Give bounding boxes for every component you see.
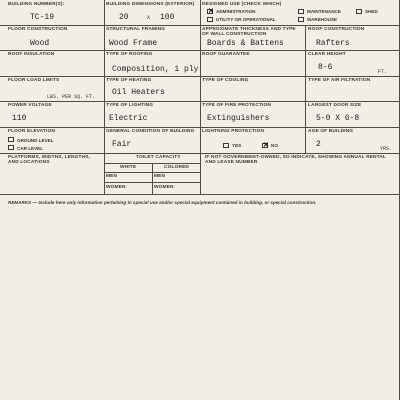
building-dimensions-length[interactable]: 100 [160, 13, 175, 22]
building-numbers-label: BUILDING NUMBER(S): [8, 2, 65, 7]
toilet-white-header: WHITE [120, 165, 137, 170]
maintenance-checkbox[interactable] [298, 9, 304, 14]
power-voltage-value[interactable]: 110 [12, 114, 27, 123]
type-of-heating-value[interactable]: Oil Heaters [112, 88, 165, 97]
clear-height-unit: FT. [378, 69, 388, 75]
lightning-yes-option: YES [232, 143, 242, 148]
general-condition-value[interactable]: Fair [112, 140, 132, 149]
lightning-no-checkbox[interactable] [262, 143, 268, 148]
rule [0, 194, 400, 195]
rule [200, 0, 201, 194]
type-of-lighting-label: TYPE OF LIGHTING [106, 103, 154, 108]
floor-construction-label: FLOOR CONSTRUCTION [8, 27, 68, 32]
roof-construction-label: ROOF CONSTRUCTION [308, 27, 365, 32]
air-filtration-label: TYPE OF AIR FILTRATION [308, 78, 371, 83]
power-voltage-label: POWER VOLTAGE [8, 103, 52, 108]
floor-load-limits-unit: LBS. PER SQ. FT. [47, 94, 96, 100]
floor-load-limits-label: FLOOR LOAD LIMITS [8, 78, 60, 83]
building-dimensions-x: X [147, 15, 151, 21]
type-of-heating-label: TYPE OF HEATING [106, 78, 152, 83]
lightning-protection-label: LIGHTNING PROTECTION [202, 129, 265, 134]
platforms-label: PLATFORMS, WIDTHS, LENGTHS, AND LOCATIONS [8, 155, 91, 166]
fire-protection-label: TYPE OF FIRE PROTECTION [202, 103, 272, 108]
ground-level-checkbox[interactable] [8, 137, 14, 142]
designed-use-label: DESIGNED USE (CHECK WHICH) [202, 2, 282, 7]
general-condition-label: GENERAL CONDITION OF BUILDING [106, 129, 195, 134]
clear-height-label: CLEAR HEIGHT [308, 52, 346, 57]
clear-height-value[interactable]: 8-6 [318, 63, 333, 72]
toilet-capacity-label: TOILET CAPACITY [136, 155, 181, 160]
car-level-option: CAR LEVEL [17, 146, 44, 151]
wall-construction-label: APPROXIMATE THICKNESS AND TYPE OF WALL CONSTRUCTION [202, 27, 296, 38]
type-of-roofing-label: TYPE OF ROOFING [106, 52, 153, 57]
toilet-colored-header: COLORED [164, 165, 190, 170]
structural-framing-value[interactable]: Wood Frame [109, 39, 158, 48]
age-of-building-value[interactable]: 2 [316, 140, 321, 149]
structural-framing-label: STRUCTURAL FRAMING [106, 27, 166, 32]
age-of-building-label: AGE OF BUILDING [308, 129, 354, 134]
type-of-lighting-value[interactable]: Electric [109, 114, 148, 123]
roof-construction-value[interactable]: Rafters [316, 39, 350, 48]
car-level-checkbox[interactable] [8, 145, 14, 150]
floor-construction-value[interactable]: Wood [30, 39, 50, 48]
shed-option: SHED [365, 9, 378, 14]
ownership-note-label: IF NOT GOVERNMENT-OWNED, SO INDICATE, SHOWING ANNUAL RENTAL AND LEASE NUMBER [205, 155, 387, 166]
maintenance-option: MAINTENANCE [307, 9, 341, 14]
utility-checkbox[interactable] [207, 17, 213, 22]
toilet-white-women: WOMEN [106, 185, 126, 190]
toilet-colored-men: MEN [154, 174, 166, 179]
toilet-white-men: MEN [106, 174, 118, 179]
wall-construction-value[interactable]: Boards & Battens [207, 39, 284, 48]
building-dimensions-label: BUILDING DIMENSIONS (EXTERIOR) [106, 2, 195, 7]
roof-guarantee-label: ROOF GUARANTEE [202, 52, 250, 57]
floor-elevation-label: FLOOR ELEVATION [8, 129, 56, 134]
toilet-colored-women: WOMEN [154, 185, 174, 190]
rule [305, 25, 306, 153]
administration-checkbox[interactable] [207, 9, 213, 14]
warehouse-option: WAREHOUSE [307, 17, 338, 22]
lightning-yes-checkbox[interactable] [223, 143, 229, 148]
lightning-no-option: NO [271, 143, 278, 148]
roof-insulation-label: ROOF INSULATION [8, 52, 55, 57]
type-of-roofing-value[interactable]: Composition, 1 ply [112, 65, 199, 74]
fire-protection-value[interactable]: Extinguishers [207, 114, 270, 123]
building-dimensions-width[interactable]: 20 [119, 13, 129, 22]
rule [152, 163, 153, 194]
building-numbers-value[interactable]: TC-19 [30, 13, 55, 22]
age-of-building-unit: YRS. [380, 146, 393, 152]
type-of-cooling-label: TYPE OF COOLING [202, 78, 249, 83]
rule [104, 0, 105, 194]
largest-door-size-label: LARGEST DOOR SIZE [308, 103, 362, 108]
shed-checkbox[interactable] [356, 9, 362, 14]
utility-option: UTILITY OR OPERATIONAL [216, 17, 276, 22]
largest-door-size-value[interactable]: 5-0 X 6-8 [316, 114, 360, 123]
warehouse-checkbox[interactable] [298, 17, 304, 22]
administration-option: ADMINISTRATION [216, 9, 256, 14]
ground-level-option: GROUND LEVEL [17, 138, 54, 143]
remarks-label: REMARKS — Include here only information pertaining to special use and/or special equipment contained in building, or special construction. [8, 200, 317, 205]
